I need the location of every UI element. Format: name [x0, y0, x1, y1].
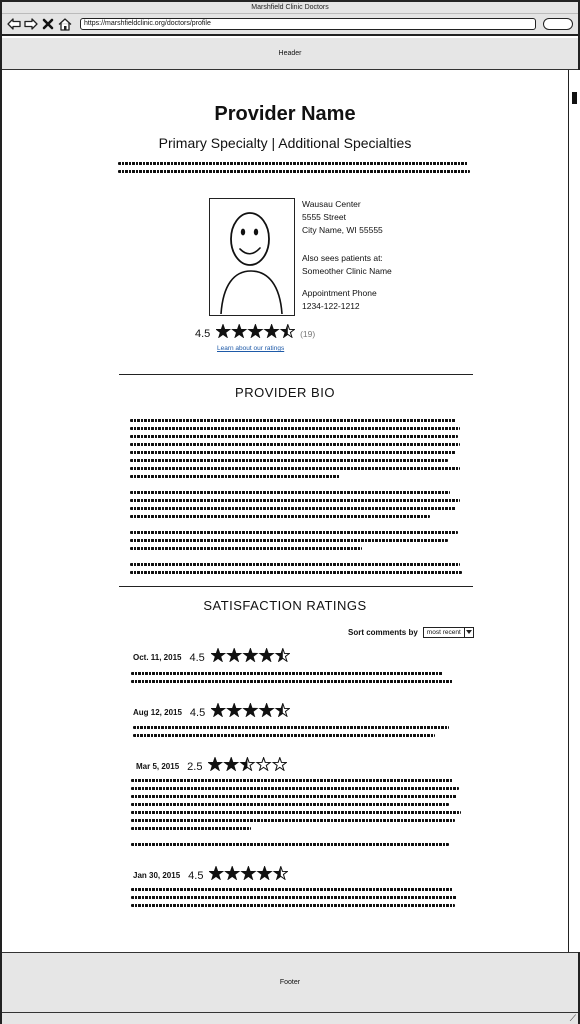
star-fill [211, 649, 224, 662]
review-text [133, 726, 453, 742]
appointment-phone[interactable]: 1234-122-1212 [302, 301, 360, 311]
provider-specialties: Primary Specialty | Additional Specialties [158, 135, 412, 151]
star-fill [227, 649, 240, 662]
close-x-icon[interactable] [40, 16, 56, 32]
city-state-zip: City Name, WI 55555 [302, 225, 383, 235]
scrollbar[interactable] [568, 70, 580, 952]
browser-search-field[interactable] [543, 18, 573, 30]
star-fill [225, 758, 238, 771]
review-rating-value: 4.5 [188, 869, 204, 882]
review-rating-value: 4.5 [189, 651, 205, 664]
star-rating-graphic [216, 324, 295, 338]
star-fill [244, 649, 257, 662]
divider [119, 586, 473, 587]
rating-count: (19) [300, 328, 316, 339]
home-icon[interactable] [57, 16, 73, 32]
review-text [131, 779, 463, 851]
review-header [133, 866, 288, 885]
star-icon [274, 758, 287, 771]
review-rating-value: 4.5 [189, 706, 206, 719]
star-rating-graphic [208, 757, 287, 771]
star-fill [265, 325, 278, 338]
street-address: 5555 Street [302, 212, 346, 222]
provider-contact [302, 198, 472, 313]
forward-arrow-icon[interactable] [23, 16, 39, 32]
divider [119, 374, 473, 375]
star-fill [210, 867, 223, 880]
star-fill [212, 704, 225, 717]
also-sees-location[interactable]: Someother Clinic Name [302, 266, 392, 276]
sort-select[interactable] [423, 627, 474, 638]
window-title: Marshfield Clinic Doctors [2, 2, 578, 14]
star-rating-graphic [211, 703, 290, 717]
review-date: Jan 30, 2015 [133, 871, 181, 880]
star-fill [228, 704, 241, 717]
review-rating-stars [209, 866, 288, 885]
star-rating-graphic [211, 648, 290, 662]
resize-grip-icon[interactable]: ⟋ [569, 1013, 576, 1023]
back-arrow-icon[interactable] [6, 16, 22, 32]
scrollbar-thumb[interactable] [572, 92, 577, 104]
provider-rating [195, 324, 315, 343]
bio-text [130, 419, 462, 579]
review-rating-value: 2.5 [187, 760, 203, 773]
sort-selected-value: most recent [426, 629, 461, 636]
phone-label: Appointment Phone [302, 288, 377, 298]
sort-comments [348, 627, 474, 638]
star-fill [242, 867, 255, 880]
review-rating-stars [208, 757, 287, 776]
review-header [133, 648, 290, 667]
provider-bio-heading: PROVIDER BIO [235, 385, 335, 400]
intro-text [118, 162, 470, 178]
rating-stars [216, 324, 295, 343]
star-fill [260, 704, 273, 717]
star-fill [226, 867, 239, 880]
url-bar[interactable]: https://marshfieldclinic.org/doctors/profile [80, 18, 536, 30]
rating-value: 4.5 [195, 327, 211, 340]
provider-name: Provider Name [214, 103, 356, 125]
review-date: Mar 5, 2015 [136, 762, 180, 771]
review-header [133, 703, 290, 722]
main-content [2, 70, 568, 952]
chevron-down-icon[interactable] [464, 628, 473, 637]
also-sees-label: Also sees patients at: [302, 253, 383, 263]
provider-photo [209, 198, 295, 316]
star-rating-graphic [209, 866, 288, 880]
star-fill [209, 758, 222, 771]
star-fill [258, 867, 271, 880]
learn-about-ratings-link[interactable]: Learn about our ratings [217, 345, 285, 352]
page-header: Header [2, 38, 578, 70]
review-rating-stars [211, 703, 290, 722]
star-icon [257, 758, 270, 771]
browser-toolbar [2, 14, 578, 36]
page-footer: Footer [2, 952, 578, 1012]
review-date: Oct. 11, 2015 [133, 653, 182, 662]
review-text [131, 672, 461, 688]
star-fill [260, 649, 273, 662]
star-fill [244, 704, 257, 717]
review-date: Aug 12, 2015 [133, 708, 182, 717]
review-header [136, 757, 287, 776]
review-rating-stars [211, 648, 290, 667]
location-name: Wausau Center [302, 199, 361, 209]
star-fill [233, 325, 246, 338]
satisfaction-ratings-heading: SATISFACTION RATINGS [203, 598, 367, 613]
star-fill [249, 325, 262, 338]
window-bottom-bar [2, 1012, 578, 1024]
sort-label: Sort comments by [348, 628, 418, 637]
star-fill [217, 325, 230, 338]
review-text [131, 888, 463, 912]
